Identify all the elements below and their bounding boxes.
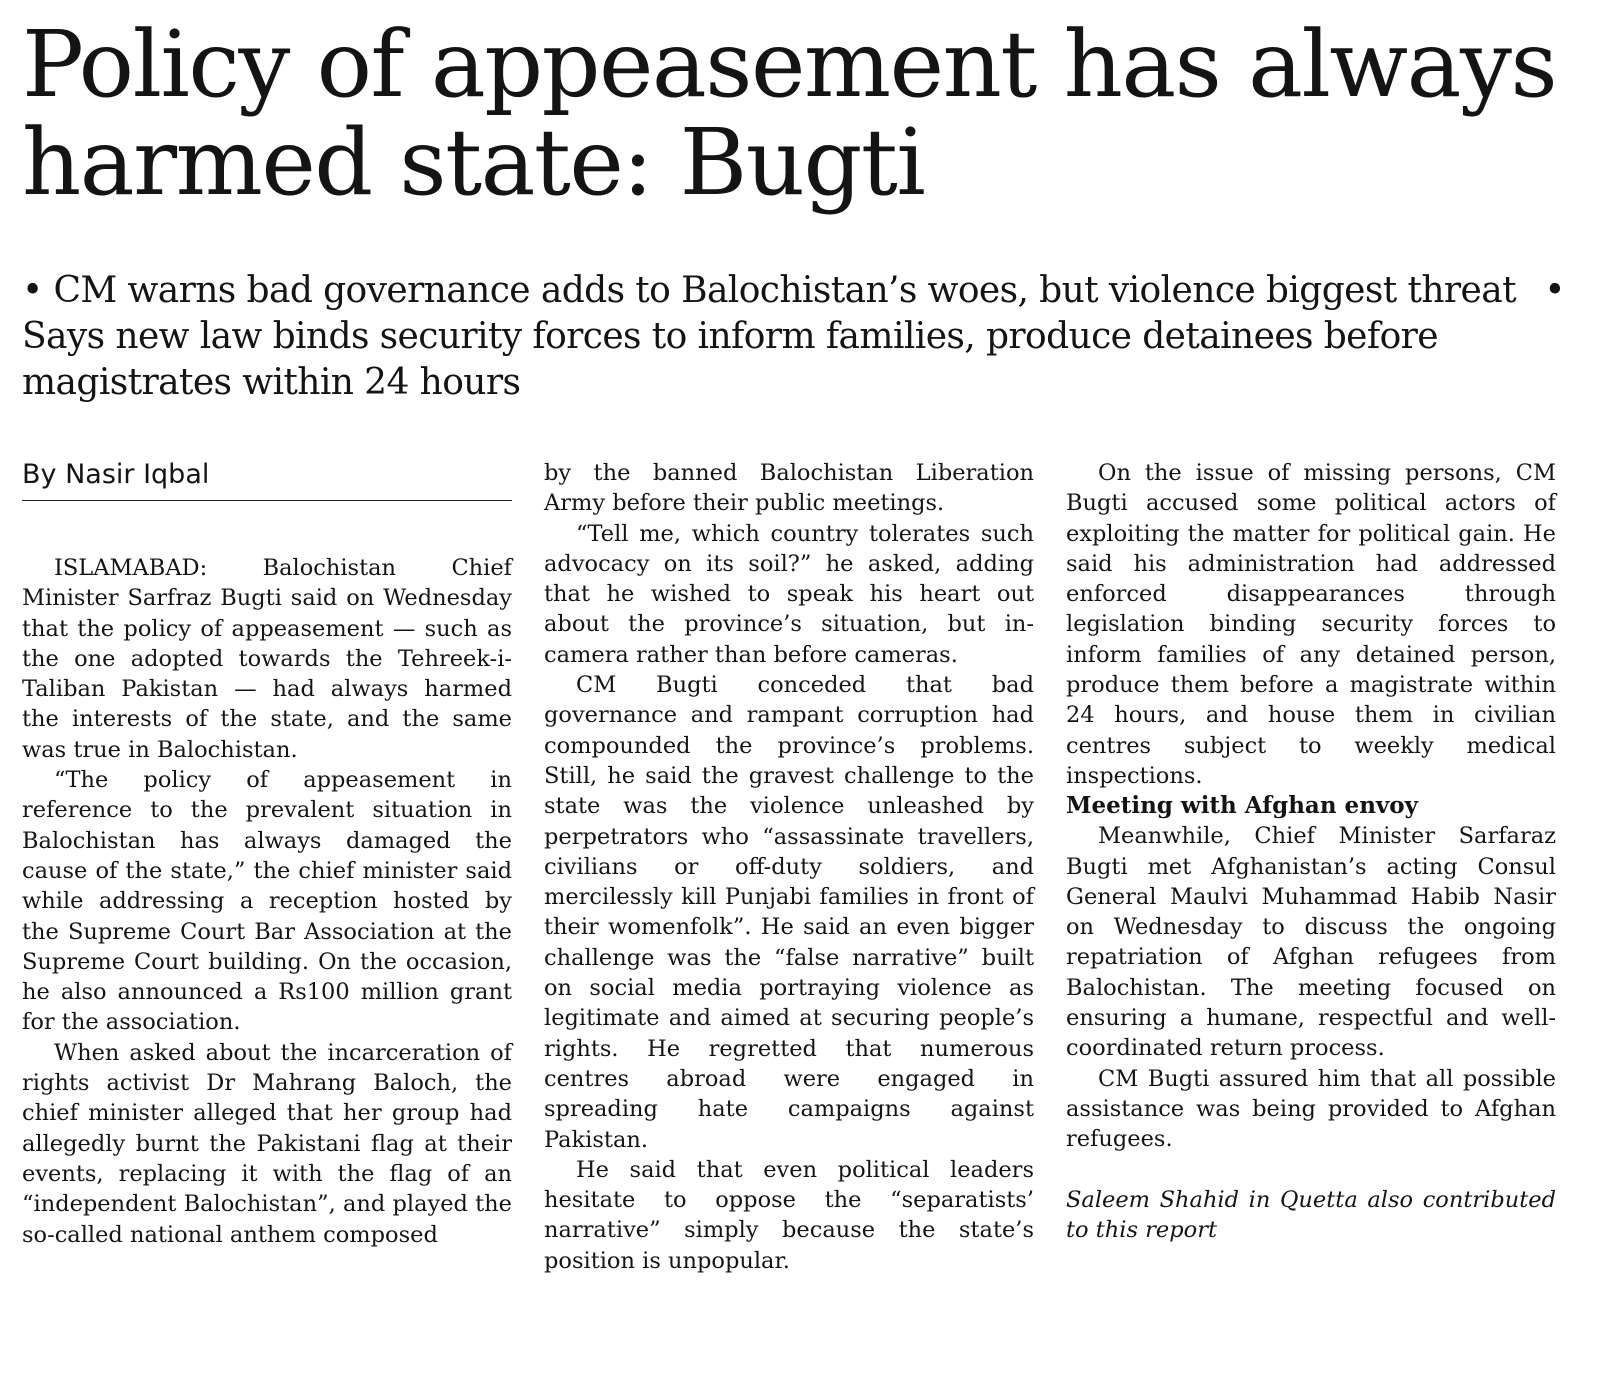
subheading: Meeting with Afghan envoy xyxy=(1066,792,1418,820)
contributor-credit: Saleem Shahid in Quetta also contributed to this report xyxy=(1066,1186,1556,1243)
paragraph: When asked about the incarceration of rights activist Dr Mahrang Baloch, the chief minister alleged that her group had allegedly burnt the Pakistani flag at their events, replacing it with the flag of an “independent Balochistan”, and played the so-called national anthem composed xyxy=(22,1039,512,1248)
column-1 xyxy=(22,458,512,1250)
paragraph: Meanwhile, Chief Minister Sarfaraz Bugti met Afghanistan’s acting Consul General Maulvi Muhammad Habib Nasir on Wednesday to discuss the ongoing repatriation of Afghan refugees from Balochistan. The meeting focused on ensuring a humane, respectful and well-coordinated return process. xyxy=(1066,823,1556,1062)
paragraph: CM Bugti conceded that bad governance and rampant corruption had compounded the province’s problems. Still, he said the gravest challenge to the state was the violence unleashed by perpetrators who “assassinate travellers, civilians or off-duty soldiers, and mercilessly kill Punjabi families in front of their womenfolk”. He said an even bigger challenge was the “false narrative” built on social media portraying violence as legitimate and aimed at securing people’s rights. He regretted that numerous centres abroad were engaged in spreading hate campaigns against Pakistan. xyxy=(544,672,1034,1153)
paragraph: “The policy of appeasement in reference to the prevalent situation in Balochistan has always damaged the cause of the state,” the chief minister said while addressing a reception hosted by the Supreme Court Bar Association at the Supreme Court building. On the occasion, he also announced a Rs100 million grant for the association. xyxy=(22,767,512,1036)
deck-summary: • CM warns bad governance adds to Balochistan’s woes, but violence biggest threat • Says new law binds security forces to inform families, produce detainees before magistrates within 24 hours xyxy=(22,270,1565,403)
byline: By Nasir Iqbal xyxy=(22,458,512,501)
headline: Policy of appeasement has always harmed state: Bugti xyxy=(22,11,1557,216)
paragraph: “Tell me, which country tolerates such advocacy on its soil?” he asked, adding that he wished to speak his heart out about the province’s situation, but in-camera rather than before cameras. xyxy=(544,520,1034,668)
paragraph: ISLAMABAD: Balochistan Chief Minister Sarfraz Bugti said on Wednesday that the policy of appeasement — such as the one adopted towards the Tehreek-i-Taliban Pakistan — had always harmed the interests of the state, and the same was true in Balochistan. xyxy=(22,555,512,763)
paragraph: On the issue of missing persons, CM Bugti accused some political actors of exploiting the matter for political gain. He said his administration had addressed enforced disappearances through legislation binding security forces to inform families of any detained person, produce them before a magistrate within 24 hours, and house them in civilian centres subject to weekly medical inspections. xyxy=(1066,460,1556,789)
paragraph: by the banned Balochistan Liberation Army before their public meetings. xyxy=(544,460,1034,517)
column-2 xyxy=(544,458,1034,1276)
paragraph: CM Bugti assured him that all possible assistance was being provided to Afghan refugees. xyxy=(1066,1065,1556,1153)
paragraph: He said that even political leaders hesitate to oppose the “separatists’ narrative” simply because the state’s position is unpopular. xyxy=(544,1156,1034,1274)
column-3 xyxy=(1066,458,1556,1245)
